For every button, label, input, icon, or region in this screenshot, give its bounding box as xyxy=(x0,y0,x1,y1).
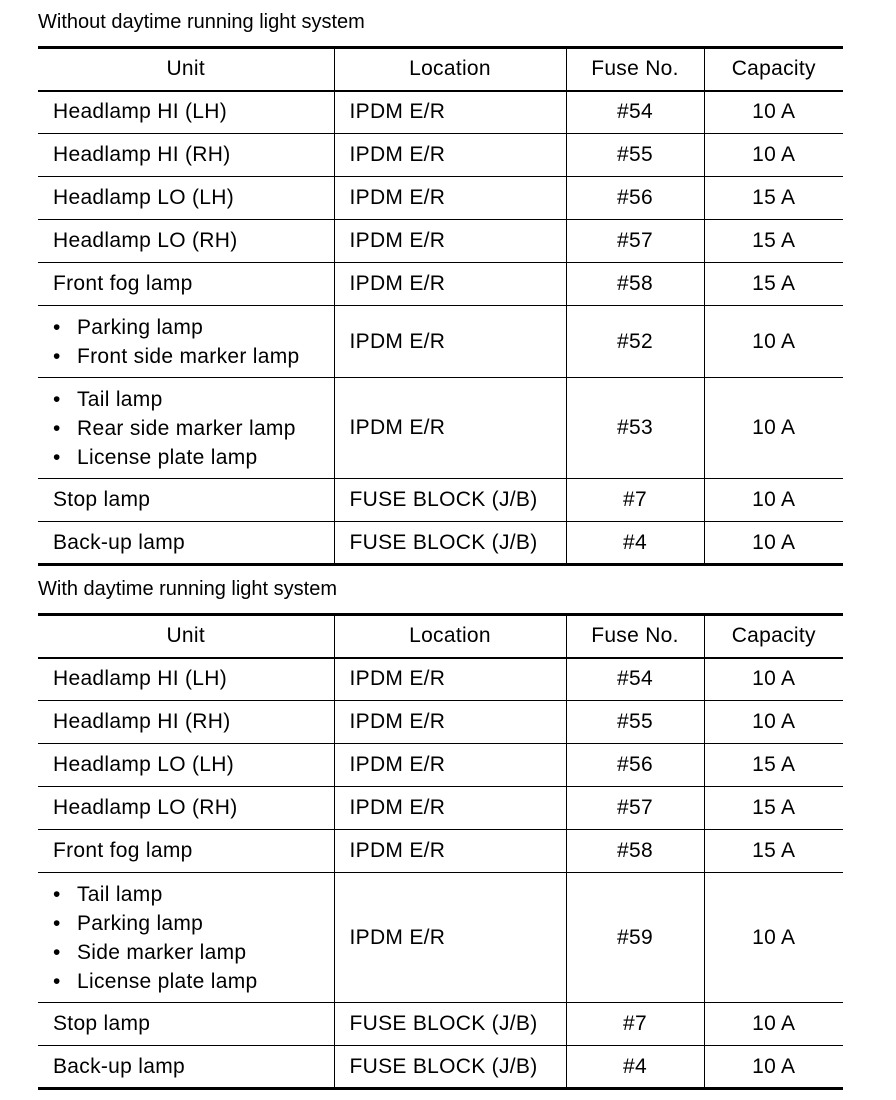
cell-fuse-no: #54 xyxy=(566,91,704,134)
cell-capacity: 10 A xyxy=(704,134,843,177)
cell-unit: Front fog lamp xyxy=(38,830,334,873)
cell-fuse-no: #7 xyxy=(566,479,704,522)
cell-location: IPDM E/R xyxy=(334,220,566,263)
fuse-table xyxy=(38,46,843,566)
cell-unit xyxy=(38,378,334,479)
unit-bullet-item: • Tail lamp xyxy=(53,385,334,414)
table-body xyxy=(38,91,843,565)
cell-fuse-no: #58 xyxy=(566,830,704,873)
cell-fuse-no: #4 xyxy=(566,522,704,565)
table-row xyxy=(38,1003,843,1046)
cell-unit: Stop lamp xyxy=(38,1003,334,1046)
cell-capacity: 15 A xyxy=(704,263,843,306)
header-location: Location xyxy=(334,615,566,658)
header-capacity: Capacity xyxy=(704,48,843,91)
cell-unit: Headlamp HI (LH) xyxy=(38,91,334,134)
cell-unit: Back-up lamp xyxy=(38,522,334,565)
cell-unit: Front fog lamp xyxy=(38,263,334,306)
section-caption: Without daytime running light system xyxy=(38,11,365,33)
cell-capacity: 10 A xyxy=(704,701,843,744)
unit-bullet-item: • Parking lamp xyxy=(53,313,334,342)
cell-location: FUSE BLOCK (J/B) xyxy=(334,1046,566,1089)
cell-unit xyxy=(38,306,334,378)
cell-location: IPDM E/R xyxy=(334,378,566,479)
unit-bullet-item: • Front side marker lamp xyxy=(53,342,334,371)
cell-location: IPDM E/R xyxy=(334,134,566,177)
cell-capacity: 10 A xyxy=(704,873,843,1003)
cell-fuse-no: #57 xyxy=(566,220,704,263)
cell-fuse-no: #57 xyxy=(566,787,704,830)
table-row xyxy=(38,787,843,830)
cell-unit: Headlamp LO (RH) xyxy=(38,787,334,830)
cell-fuse-no: #58 xyxy=(566,263,704,306)
cell-location: FUSE BLOCK (J/B) xyxy=(334,522,566,565)
cell-fuse-no: #53 xyxy=(566,378,704,479)
table-row xyxy=(38,134,843,177)
unit-bullet-item: • License plate lamp xyxy=(53,967,334,996)
header-unit: Unit xyxy=(38,615,334,658)
header-row xyxy=(38,48,843,91)
cell-capacity: 10 A xyxy=(704,479,843,522)
cell-location: IPDM E/R xyxy=(334,177,566,220)
cell-fuse-no: #7 xyxy=(566,1003,704,1046)
cell-capacity: 15 A xyxy=(704,787,843,830)
table-row xyxy=(38,378,843,479)
header-row xyxy=(38,615,843,658)
table-row xyxy=(38,744,843,787)
cell-unit: Headlamp LO (RH) xyxy=(38,220,334,263)
cell-location: FUSE BLOCK (J/B) xyxy=(334,1003,566,1046)
unit-bullet-item: • Parking lamp xyxy=(53,909,334,938)
cell-location: IPDM E/R xyxy=(334,873,566,1003)
table-row xyxy=(38,522,843,565)
cell-capacity: 10 A xyxy=(704,91,843,134)
cell-fuse-no: #55 xyxy=(566,701,704,744)
table-row xyxy=(38,91,843,134)
cell-capacity: 15 A xyxy=(704,744,843,787)
unit-bullet-list xyxy=(53,313,334,371)
table-row xyxy=(38,220,843,263)
table-row xyxy=(38,1046,843,1089)
cell-unit: Back-up lamp xyxy=(38,1046,334,1089)
cell-location: IPDM E/R xyxy=(334,701,566,744)
table-row xyxy=(38,177,843,220)
unit-bullet-item: • Side marker lamp xyxy=(53,938,334,967)
header-location: Location xyxy=(334,48,566,91)
section-caption: With daytime running light system xyxy=(38,578,338,600)
cell-location: IPDM E/R xyxy=(334,91,566,134)
cell-capacity: 10 A xyxy=(704,522,843,565)
table-row xyxy=(38,479,843,522)
cell-unit: Headlamp HI (RH) xyxy=(38,134,334,177)
cell-unit: Headlamp HI (RH) xyxy=(38,701,334,744)
table-row xyxy=(38,658,843,701)
cell-unit: Headlamp LO (LH) xyxy=(38,177,334,220)
header-unit: Unit xyxy=(38,48,334,91)
cell-fuse-no: #56 xyxy=(566,744,704,787)
cell-unit: Headlamp LO (LH) xyxy=(38,744,334,787)
fuse-table xyxy=(38,613,843,1090)
cell-location: IPDM E/R xyxy=(334,830,566,873)
cell-location: IPDM E/R xyxy=(334,787,566,830)
cell-capacity: 10 A xyxy=(704,306,843,378)
header-fuse-no: Fuse No. xyxy=(566,615,704,658)
cell-capacity: 15 A xyxy=(704,830,843,873)
table-row xyxy=(38,701,843,744)
cell-location: IPDM E/R xyxy=(334,658,566,701)
table-body xyxy=(38,658,843,1089)
cell-unit: Headlamp HI (LH) xyxy=(38,658,334,701)
unit-bullet-item: • Tail lamp xyxy=(53,880,334,909)
cell-fuse-no: #52 xyxy=(566,306,704,378)
cell-unit: Stop lamp xyxy=(38,479,334,522)
cell-fuse-no: #55 xyxy=(566,134,704,177)
cell-location: FUSE BLOCK (J/B) xyxy=(334,479,566,522)
cell-unit xyxy=(38,873,334,1003)
cell-capacity: 10 A xyxy=(704,658,843,701)
cell-fuse-no: #4 xyxy=(566,1046,704,1089)
cell-fuse-no: #56 xyxy=(566,177,704,220)
cell-capacity: 10 A xyxy=(704,1046,843,1089)
table-row xyxy=(38,830,843,873)
cell-capacity: 15 A xyxy=(704,220,843,263)
cell-location: IPDM E/R xyxy=(334,263,566,306)
unit-bullet-item: • Rear side marker lamp xyxy=(53,414,334,443)
cell-capacity: 15 A xyxy=(704,177,843,220)
unit-bullet-item: • License plate lamp xyxy=(53,443,334,472)
table-row xyxy=(38,873,843,1003)
cell-capacity: 10 A xyxy=(704,378,843,479)
cell-fuse-no: #54 xyxy=(566,658,704,701)
header-capacity: Capacity xyxy=(704,615,843,658)
header-fuse-no: Fuse No. xyxy=(566,48,704,91)
unit-bullet-list xyxy=(53,385,334,472)
cell-location: IPDM E/R xyxy=(334,306,566,378)
table-row xyxy=(38,306,843,378)
table-row xyxy=(38,263,843,306)
cell-capacity: 10 A xyxy=(704,1003,843,1046)
cell-fuse-no: #59 xyxy=(566,873,704,1003)
unit-bullet-list xyxy=(53,880,334,996)
cell-location: IPDM E/R xyxy=(334,744,566,787)
